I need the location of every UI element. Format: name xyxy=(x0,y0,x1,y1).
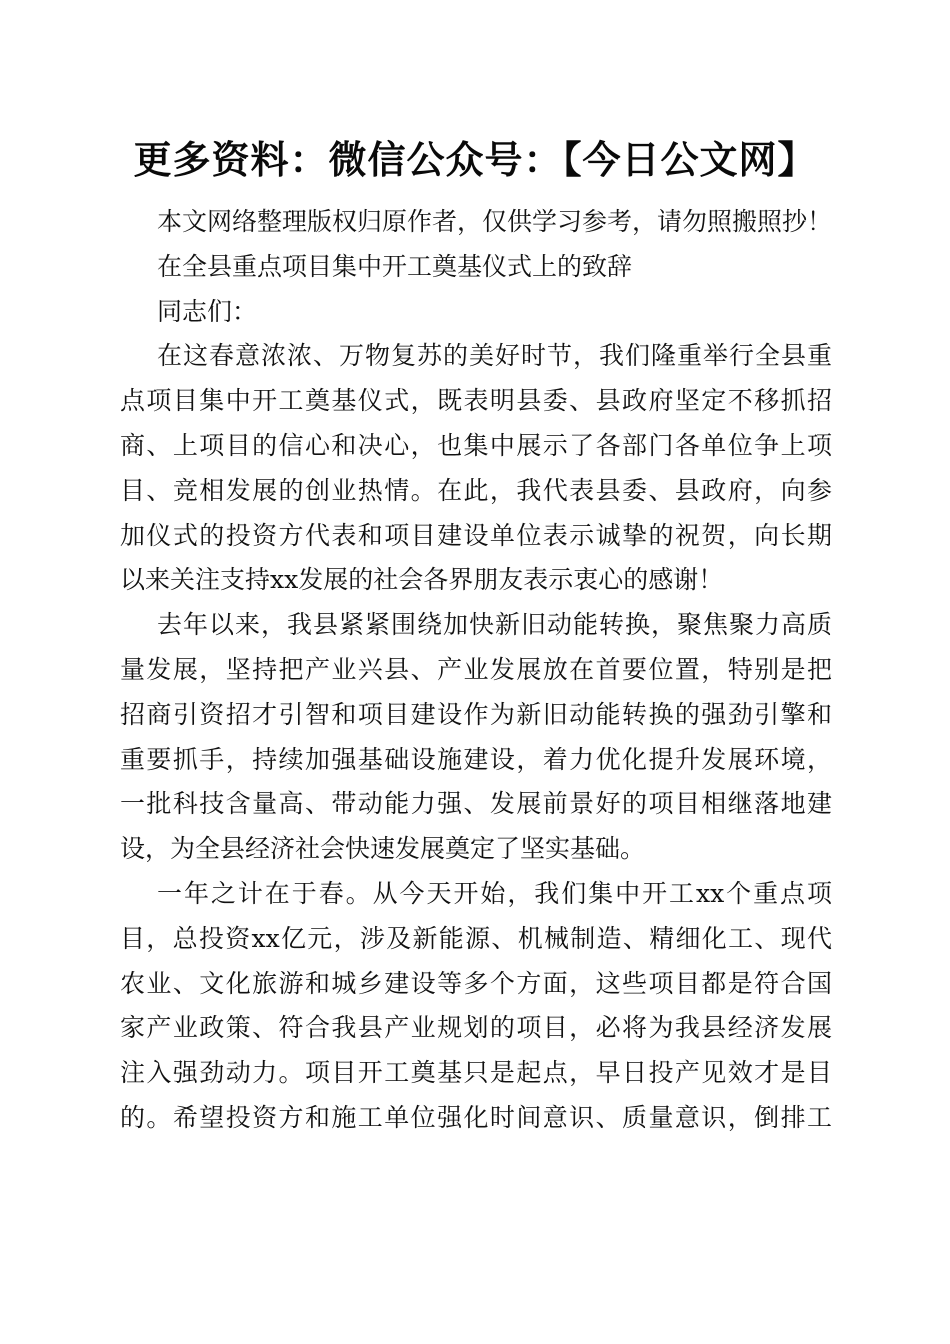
text-line: 设，为全县经济社会快速发展奠定了坚实基础。 xyxy=(120,834,646,864)
text-line: 目，总投资xx亿元，涉及新能源、机械制造、精细化工、现代 xyxy=(120,923,832,953)
text-line: 去年以来，我县紧紧围绕加快新旧动能转换，聚焦聚力高质 xyxy=(157,610,832,640)
text-line: 量发展，坚持把产业兴县、产业发展放在首要位置，特别是把 xyxy=(120,654,832,684)
text-line: 家产业政策、符合我县产业规划的项目，必将为我县经济发展 xyxy=(120,1013,832,1043)
text-line: 加仪式的投资方代表和项目建设单位表示诚挚的祝贺，向长期 xyxy=(120,520,832,550)
text-line: 在这春意浓浓、万物复苏的美好时节，我们隆重举行全县重 xyxy=(157,341,832,371)
text-line: 点项目集中开工奠基仪式，既表明县委、县政府坚定不移抓招 xyxy=(120,386,832,416)
paragraph-1 xyxy=(120,334,832,603)
text-line: 农业、文化旅游和城乡建设等多个方面，这些项目都是符合国 xyxy=(120,968,832,998)
paragraph-3 xyxy=(120,872,832,1141)
text-line: 招商引资招才引智和项目建设作为新旧动能转换的强劲引擎和 xyxy=(120,699,832,729)
text-line: 商、上项目的信心和决心，也集中展示了各部门各单位争上项 xyxy=(120,430,832,460)
salutation: 同志们： xyxy=(157,296,258,326)
text-line: 的。希望投资方和施工单位强化时间意识、质量意识，倒排工 xyxy=(120,1102,832,1132)
speech-title: 在全县重点项目集中开工奠基仪式上的致辞 xyxy=(157,251,633,281)
document-body xyxy=(120,200,832,1141)
text-line: 注入强劲动力。项目开工奠基只是起点，早日投产见效才是目 xyxy=(120,1058,832,1088)
text-line: 目、竞相发展的创业热情。在此，我代表县委、县政府，向参 xyxy=(120,475,832,505)
text-line: 以来关注支持xx发展的社会各界朋友表示衷心的感谢！ xyxy=(120,565,724,595)
text-line: 一批科技含量高、带动能力强、发展前景好的项目相继落地建 xyxy=(120,789,832,819)
copyright-notice: 本文网络整理版权归原作者，仅供学习参考，请勿照搬照抄！ xyxy=(157,207,833,236)
text-line: 一年之计在于春。从今天开始，我们集中开工xx个重点项 xyxy=(157,878,832,908)
paragraph-2 xyxy=(120,603,832,872)
text-line: 重要抓手，持续加强基础设施建设，着力优化提升发展环境， xyxy=(120,744,832,774)
page-title: 更多资料：微信公众号：【今日公文网】 xyxy=(133,138,817,182)
